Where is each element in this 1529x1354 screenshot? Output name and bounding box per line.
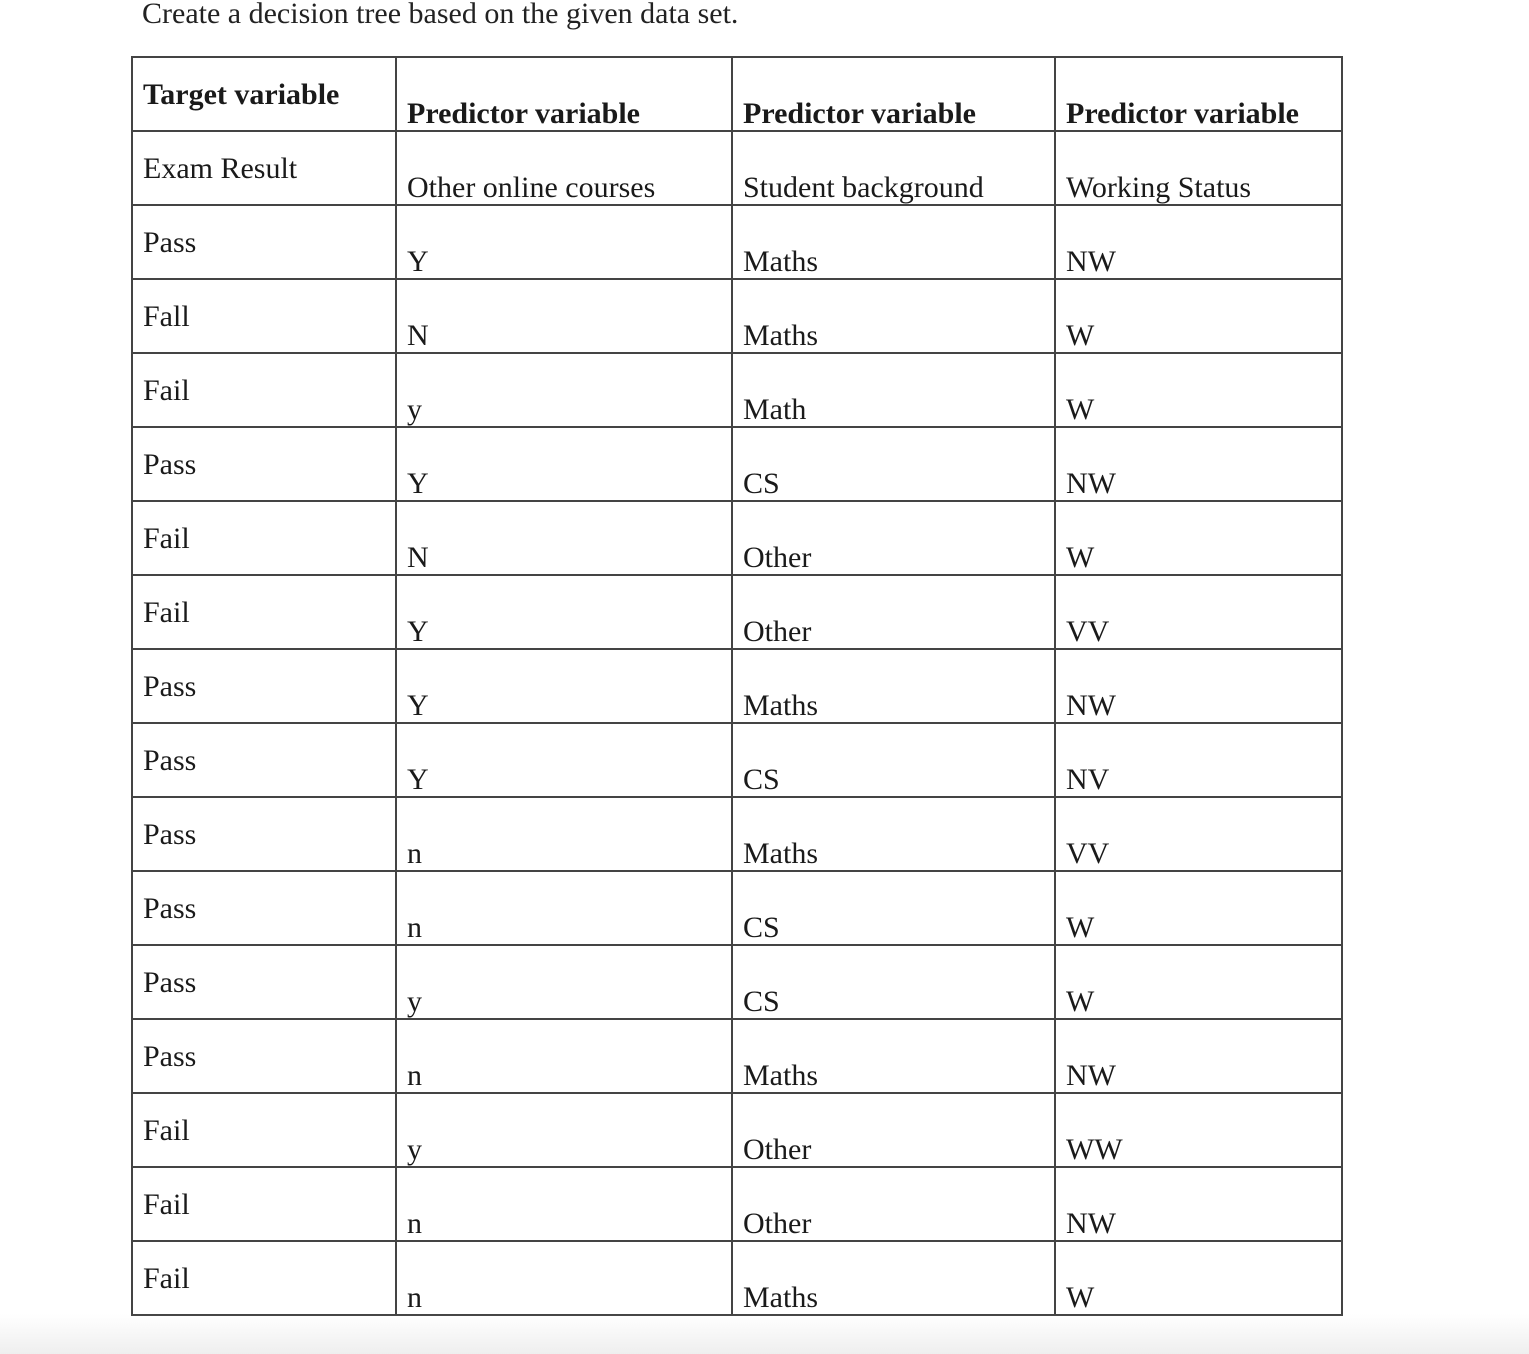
table-cell <box>1055 427 1342 501</box>
question-prompt: Create a decision tree based on the given data set. <box>142 0 739 30</box>
table-cell <box>132 353 396 427</box>
table-cell <box>396 871 732 945</box>
table-row <box>132 649 1342 723</box>
table-row <box>132 871 1342 945</box>
cell-text: Fail <box>143 1188 190 1221</box>
table-cell <box>732 797 1055 871</box>
table-row <box>132 575 1342 649</box>
cell-text: NW <box>1066 1059 1116 1092</box>
table-cell <box>1055 205 1342 279</box>
table-cell <box>396 501 732 575</box>
cell-text: NV <box>1066 763 1110 796</box>
cell-text: n <box>407 837 422 870</box>
table-row <box>132 501 1342 575</box>
table-cell <box>732 205 1055 279</box>
table-row <box>132 1019 1342 1093</box>
table-cell <box>132 797 396 871</box>
cell-text: y <box>407 1133 422 1166</box>
column-header: Predictor variable <box>743 97 976 130</box>
cell-text: n <box>407 1281 422 1314</box>
cell-text: N <box>407 541 429 574</box>
table-cell <box>1055 649 1342 723</box>
cell-text: Fail <box>143 374 190 407</box>
table-cell <box>1055 131 1342 205</box>
table-row <box>132 1093 1342 1167</box>
table-cell <box>1055 353 1342 427</box>
cell-text: Fail <box>143 522 190 555</box>
cell-text: Other <box>743 1207 812 1240</box>
table-row <box>132 1167 1342 1241</box>
cell-text: n <box>407 1207 422 1240</box>
table-cell <box>1055 57 1342 131</box>
table-cell <box>1055 279 1342 353</box>
cell-text: Other <box>743 615 812 648</box>
table-row <box>132 353 1342 427</box>
table-cell <box>1055 871 1342 945</box>
table-cell <box>732 131 1055 205</box>
table-cell <box>732 871 1055 945</box>
header-row <box>132 57 1342 131</box>
table-cell <box>396 1167 732 1241</box>
table-cell <box>732 1019 1055 1093</box>
column-name-row <box>132 131 1342 205</box>
table-row <box>132 205 1342 279</box>
table-cell <box>132 205 396 279</box>
cell-text: Pass <box>143 670 197 703</box>
table-cell <box>132 649 396 723</box>
table-cell <box>732 1241 1055 1315</box>
table-cell <box>396 205 732 279</box>
cell-text: CS <box>743 763 780 796</box>
cell-text: n <box>407 911 422 944</box>
table-cell <box>732 945 1055 1019</box>
cell-text: Pass <box>143 892 197 925</box>
cell-text: W <box>1066 319 1095 352</box>
table-cell <box>1055 575 1342 649</box>
cell-text: Other online courses <box>407 171 656 204</box>
column-header: Target variable <box>143 78 340 111</box>
table-cell <box>1055 1019 1342 1093</box>
table-cell <box>396 279 732 353</box>
cell-text: Maths <box>743 1059 818 1092</box>
table-row <box>132 279 1342 353</box>
table-cell <box>732 1167 1055 1241</box>
cell-text: CS <box>743 911 780 944</box>
table-cell <box>1055 1093 1342 1167</box>
cell-text: VV <box>1066 615 1110 648</box>
column-header: Predictor variable <box>407 97 640 130</box>
cell-text: Math <box>743 393 807 426</box>
table-cell <box>132 279 396 353</box>
table-cell <box>132 1093 396 1167</box>
table-cell <box>396 1019 732 1093</box>
table-cell <box>132 1019 396 1093</box>
cell-text: W <box>1066 1281 1095 1314</box>
cell-text: n <box>407 1059 422 1092</box>
table-cell <box>132 575 396 649</box>
bottom-shadow <box>0 1314 1529 1354</box>
table-cell <box>132 1167 396 1241</box>
table-cell <box>132 57 396 131</box>
cell-text: W <box>1066 985 1095 1018</box>
table-row <box>132 1241 1342 1315</box>
cell-text: Y <box>407 245 429 278</box>
table-cell <box>732 279 1055 353</box>
cell-text: NW <box>1066 1207 1116 1240</box>
cell-text: N <box>407 319 429 352</box>
table-cell <box>1055 945 1342 1019</box>
cell-text: y <box>407 393 422 426</box>
table-cell <box>132 501 396 575</box>
cell-text: CS <box>743 467 780 500</box>
table-cell <box>732 1093 1055 1167</box>
cell-text: Maths <box>743 245 818 278</box>
table-cell <box>1055 1167 1342 1241</box>
cell-text: Exam Result <box>143 152 298 185</box>
table-cell <box>396 353 732 427</box>
cell-text: W <box>1066 541 1095 574</box>
table-cell <box>396 723 732 797</box>
table-cell <box>396 131 732 205</box>
table-cell <box>396 945 732 1019</box>
table-cell <box>396 1241 732 1315</box>
cell-text: Y <box>407 689 429 722</box>
table-cell <box>132 1241 396 1315</box>
cell-text: WW <box>1066 1133 1123 1166</box>
cell-text: Other <box>743 1133 812 1166</box>
cell-text: W <box>1066 911 1095 944</box>
cell-text: Y <box>407 615 429 648</box>
cell-text: Y <box>407 467 429 500</box>
cell-text: NW <box>1066 245 1116 278</box>
table-cell <box>132 427 396 501</box>
cell-text: Fail <box>143 596 190 629</box>
table-cell <box>132 723 396 797</box>
cell-text: Student background <box>743 171 984 204</box>
table-cell <box>1055 797 1342 871</box>
cell-text: y <box>407 985 422 1018</box>
cell-text: Fall <box>143 300 190 333</box>
cell-text: Pass <box>143 226 197 259</box>
cell-text: Pass <box>143 966 197 999</box>
cell-text: Pass <box>143 744 197 777</box>
dataset-table <box>131 56 1343 1316</box>
table-cell <box>132 131 396 205</box>
cell-text: W <box>1066 393 1095 426</box>
table-cell <box>732 723 1055 797</box>
column-header: Predictor variable <box>1066 97 1299 130</box>
table-cell <box>396 797 732 871</box>
cell-text: Pass <box>143 818 197 851</box>
table-cell <box>732 649 1055 723</box>
cell-text: NW <box>1066 467 1116 500</box>
table-cell <box>1055 1241 1342 1315</box>
cell-text: Fail <box>143 1262 190 1295</box>
table-row <box>132 945 1342 1019</box>
table-cell <box>396 575 732 649</box>
cell-text: Other <box>743 541 812 574</box>
table-cell <box>732 575 1055 649</box>
cell-text: Pass <box>143 1040 197 1073</box>
table-cell <box>1055 723 1342 797</box>
table-cell <box>396 427 732 501</box>
table-cell <box>732 427 1055 501</box>
table-cell <box>732 353 1055 427</box>
table-cell <box>1055 501 1342 575</box>
table-row <box>132 427 1342 501</box>
cell-text: Maths <box>743 319 818 352</box>
cell-text: CS <box>743 985 780 1018</box>
table-cell <box>396 649 732 723</box>
table-cell <box>396 1093 732 1167</box>
cell-text: Y <box>407 763 429 796</box>
cell-text: VV <box>1066 837 1110 870</box>
cell-text: Pass <box>143 448 197 481</box>
table-cell <box>132 945 396 1019</box>
table-cell <box>132 871 396 945</box>
cell-text: Fail <box>143 1114 190 1147</box>
table-cell <box>732 501 1055 575</box>
cell-text: Maths <box>743 1281 818 1314</box>
cell-text: Maths <box>743 837 818 870</box>
cell-text: Maths <box>743 689 818 722</box>
cell-text: NW <box>1066 689 1116 722</box>
table-cell <box>396 57 732 131</box>
cell-text: Working Status <box>1066 171 1252 204</box>
table-row <box>132 723 1342 797</box>
table-row <box>132 797 1342 871</box>
table-cell <box>732 57 1055 131</box>
